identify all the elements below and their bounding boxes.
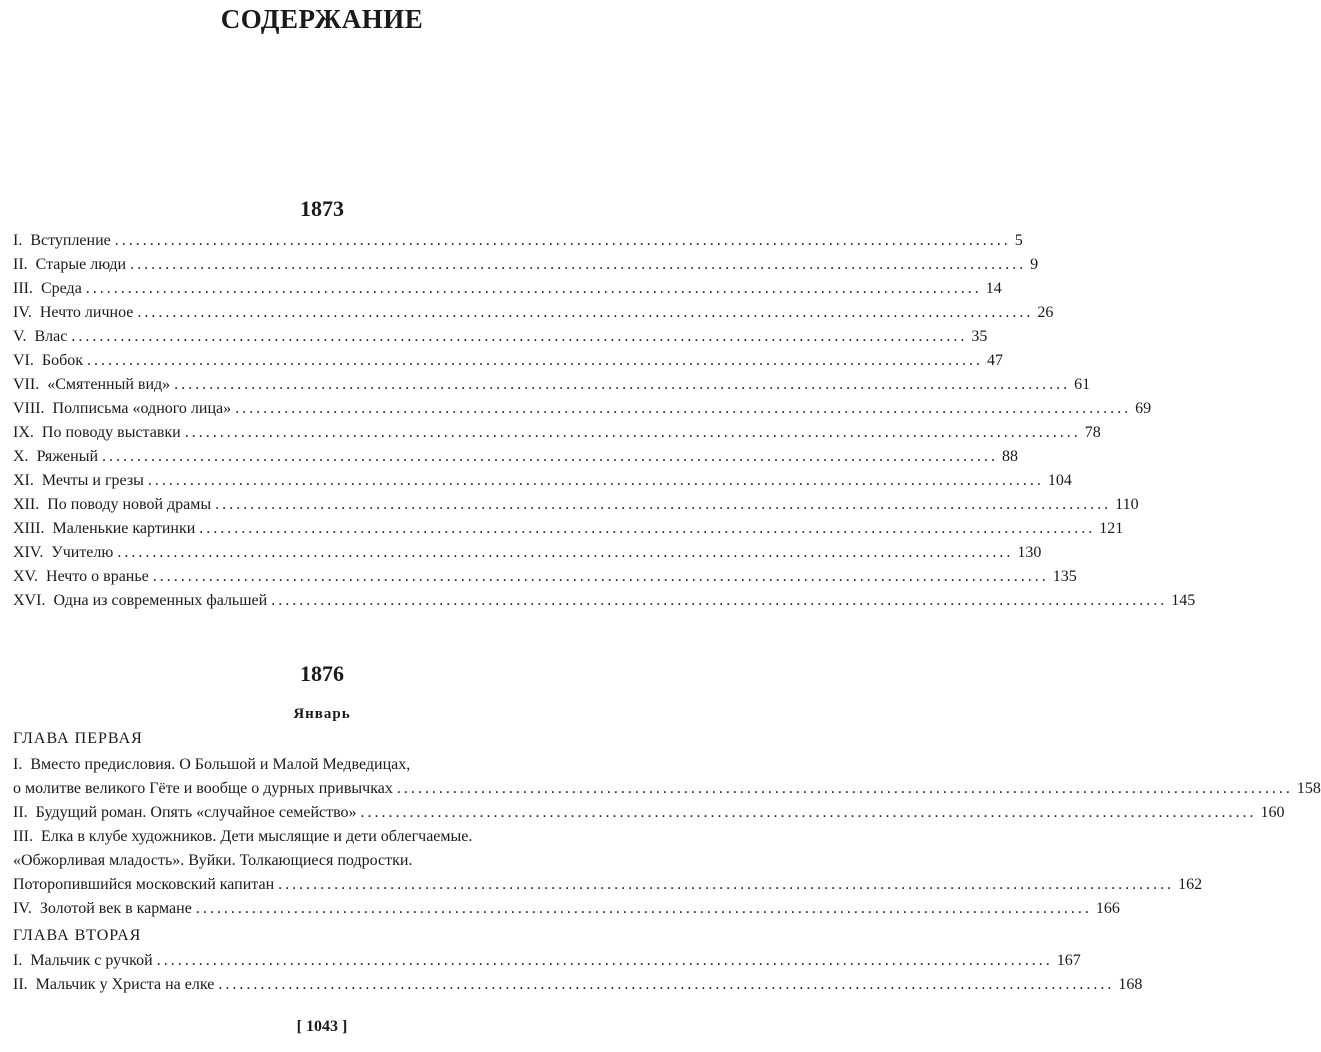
toc-item-number: III. xyxy=(13,280,33,297)
toc-item-number: XIII. xyxy=(13,520,45,537)
toc-item[interactable] xyxy=(13,949,1081,973)
dot-leader: ................................................................................................................................ xyxy=(218,976,1115,993)
month-heading: Январь xyxy=(293,706,351,722)
toc-item-page: 69 xyxy=(1135,400,1152,417)
toc-item[interactable] xyxy=(13,753,1321,801)
toc-item-number: XII. xyxy=(13,496,40,513)
toc-item-page: 104 xyxy=(1047,472,1072,489)
toc-item[interactable] xyxy=(13,421,1101,445)
toc-item[interactable] xyxy=(13,445,1019,469)
dot-leader: ................................................................................................................................ xyxy=(396,780,1293,797)
toc-item-number: VIII. xyxy=(13,400,45,417)
chapter-heading-2: ГЛАВА ВТОРАЯ xyxy=(13,927,142,944)
toc-item-page: 78 xyxy=(1084,424,1101,441)
toc-item-title-cont: «Обжорливая младость». Вуйки. Толкающиеся подростки. xyxy=(13,852,413,869)
toc-item-title: Бобок xyxy=(41,352,83,369)
dot-leader: ................................................................................................................................ xyxy=(152,568,1049,585)
dot-leader: ................................................................................................................................ xyxy=(130,256,1027,273)
toc-item[interactable] xyxy=(13,565,1077,589)
toc-item-number: VII. xyxy=(13,376,40,393)
toc-item[interactable] xyxy=(13,373,1091,397)
toc-item-page: 26 xyxy=(1037,304,1054,321)
toc-item-page: 166 xyxy=(1095,900,1120,917)
toc-item-title: Вступление xyxy=(30,232,111,249)
toc-item-title: Мальчик с ручкой xyxy=(30,952,153,969)
toc-item-number: III. xyxy=(13,828,33,845)
toc-item-number: XI. xyxy=(13,472,34,489)
chapter-heading-1: ГЛАВА ПЕРВАЯ xyxy=(13,730,143,747)
toc-item-page: 135 xyxy=(1052,568,1077,585)
toc-item-page: 145 xyxy=(1171,592,1196,609)
toc-item-title: «Смятенный вид» xyxy=(47,376,171,393)
dot-leader: ................................................................................................................................ xyxy=(85,280,982,297)
toc-item-page: 121 xyxy=(1099,520,1124,537)
toc-item-number: I. xyxy=(13,756,23,773)
toc-item-number: II. xyxy=(13,256,28,273)
toc-item-number: II. xyxy=(13,976,28,993)
dot-leader: ................................................................................................................................ xyxy=(235,400,1132,417)
toc-item-title: Учителю xyxy=(51,544,114,561)
toc-item-number: I. xyxy=(13,952,23,969)
toc-item-number: XVI. xyxy=(13,592,46,609)
dot-leader: ................................................................................................................................ xyxy=(147,472,1044,489)
toc-item-page: 130 xyxy=(1017,544,1042,561)
toc-item-title: Нечто о вранье xyxy=(46,568,149,585)
toc-item-title: Маленькие картинки xyxy=(52,520,196,537)
toc-item[interactable] xyxy=(13,493,1139,517)
toc-item-page: 61 xyxy=(1074,376,1091,393)
toc-item-title: По поводу выставки xyxy=(41,424,181,441)
toc-item[interactable] xyxy=(13,301,1054,325)
toc-item-number: VI. xyxy=(13,352,34,369)
toc-item[interactable] xyxy=(13,541,1042,565)
toc-item-page: 35 xyxy=(971,328,988,345)
toc-item-page: 160 xyxy=(1260,804,1285,821)
dot-leader: ................................................................................................................................ xyxy=(184,424,1081,441)
toc-item-title: Будущий роман. Опять «случайное семейство» xyxy=(35,804,357,821)
toc-item-title: Полписьма «одного лица» xyxy=(52,400,232,417)
dot-leader: ................................................................................................................................ xyxy=(278,876,1175,893)
toc-list-chapter-2 xyxy=(13,949,1143,997)
toc-item[interactable] xyxy=(13,469,1072,493)
toc-item-page: 47 xyxy=(987,352,1003,369)
dot-leader: ................................................................................................................................ xyxy=(137,304,1034,321)
toc-item[interactable] xyxy=(13,589,1196,613)
toc-item-number: II. xyxy=(13,804,28,821)
dot-leader: ................................................................................................................................ xyxy=(199,520,1096,537)
dot-leader: ................................................................................................................................ xyxy=(174,376,1071,393)
toc-item-number: XIV. xyxy=(13,544,44,561)
dot-leader: ................................................................................................................................ xyxy=(271,592,1168,609)
toc-item-number: IV. xyxy=(13,304,32,321)
toc-list-chapter-1 xyxy=(13,753,1321,921)
toc-item-page: 110 xyxy=(1115,496,1139,513)
dot-leader: ................................................................................................................................ xyxy=(360,804,1257,821)
toc-item-title: По поводу новой драмы xyxy=(47,496,212,513)
toc-item[interactable] xyxy=(13,277,1002,301)
toc-item[interactable] xyxy=(13,897,1120,921)
toc-item-title-cont: о молитве великого Гёте и вообще о дурных привычках xyxy=(13,780,393,797)
toc-item-number: XV. xyxy=(13,568,39,585)
dot-leader: ................................................................................................................................ xyxy=(114,232,1011,249)
footer-page-number: [ 1043 ] xyxy=(296,1018,348,1035)
toc-item[interactable] xyxy=(13,801,1285,825)
toc-item-title: Старые люди xyxy=(35,256,127,273)
toc-item-page: 168 xyxy=(1118,976,1143,993)
toc-item-title-cont: Поторопившийся московский капитан xyxy=(13,876,275,893)
toc-list-1873 xyxy=(13,229,1196,613)
toc-item-page: 162 xyxy=(1178,876,1203,893)
toc-item-title: Ряженый xyxy=(36,448,99,465)
toc-item-title: Одна из современных фальшей xyxy=(53,592,268,609)
year-heading-1873: 1873 xyxy=(300,196,344,221)
toc-item-number: V. xyxy=(13,328,27,345)
toc-item-number: X. xyxy=(13,448,29,465)
toc-item-page: 5 xyxy=(1014,232,1023,249)
toc-item-title: Елка в клубе художников. Дети мыслящие и дети облегчаемые. xyxy=(40,828,473,845)
toc-item-title: Нечто личное xyxy=(39,304,134,321)
toc-item[interactable] xyxy=(13,973,1143,997)
toc-item-title: Среда xyxy=(40,280,82,297)
toc-item[interactable] xyxy=(13,397,1152,421)
toc-item-title: Влас xyxy=(34,328,68,345)
toc-item[interactable] xyxy=(13,253,1039,277)
dot-leader: ................................................................................................................................ xyxy=(102,448,999,465)
toc-item[interactable] xyxy=(13,825,1203,897)
dot-leader: ................................................................................................................................ xyxy=(215,496,1112,513)
toc-item-page: 158 xyxy=(1296,780,1321,797)
toc-item-page: 9 xyxy=(1030,256,1039,273)
dot-leader: ................................................................................................................................ xyxy=(156,952,1053,969)
toc-item[interactable] xyxy=(13,229,1023,253)
toc-item-title: Мечты и грезы xyxy=(41,472,144,489)
year-heading-1876: 1876 xyxy=(300,661,344,686)
toc-item-page: 167 xyxy=(1056,952,1081,969)
dot-leader: ................................................................................................................................ xyxy=(195,900,1092,917)
toc-item[interactable] xyxy=(13,517,1124,541)
toc-item[interactable] xyxy=(13,325,988,349)
dot-leader: ................................................................................................................................ xyxy=(87,352,983,369)
page-title: СОДЕРЖАНИЕ xyxy=(220,4,424,34)
toc-item-number: IV. xyxy=(13,900,32,917)
toc-item[interactable] xyxy=(13,349,1003,373)
toc-item-title: Мальчик у Христа на елке xyxy=(35,976,215,993)
toc-item-title: Вместо предисловия. О Большой и Малой Медведицах, xyxy=(30,756,411,773)
toc-item-title: Золотой век в кармане xyxy=(39,900,192,917)
toc-item-page: 14 xyxy=(985,280,1002,297)
dot-leader: ................................................................................................................................ xyxy=(71,328,968,345)
toc-item-number: IX. xyxy=(13,424,34,441)
toc-item-page: 88 xyxy=(1002,448,1019,465)
toc-item-number: I. xyxy=(13,232,23,249)
dot-leader: ................................................................................................................................ xyxy=(117,544,1014,561)
